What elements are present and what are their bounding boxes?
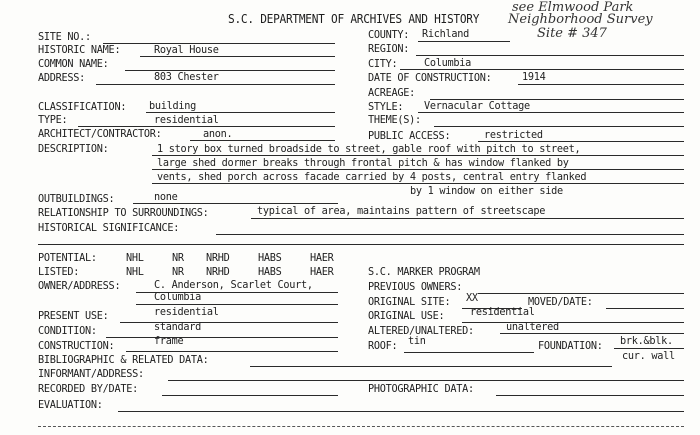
potential-nrhd: NRHD: [206, 251, 230, 264]
original-use-value: residential: [470, 305, 535, 318]
potential-nhl: NHL: [126, 251, 144, 264]
moved-date-label: MOVED/DATE:: [528, 295, 593, 308]
description-line-1: 1 story box turned broadside to street, gable roof with pitch to street,: [157, 142, 581, 155]
roof-label: ROOF:: [368, 339, 398, 352]
potential-nr: NR: [172, 251, 184, 264]
historic-name-label: HISTORIC NAME:: [38, 43, 121, 56]
outbuildings-label: OUTBUILDINGS:: [38, 192, 115, 205]
address-label: ADDRESS:: [38, 71, 86, 84]
site-no-label: SITE NO.:: [38, 30, 91, 43]
address-line: [96, 84, 335, 85]
potential-habs: HABS: [258, 251, 282, 264]
style-line: [418, 112, 684, 113]
listed-haer: HAER: [310, 265, 334, 278]
present-use-value: residential: [154, 305, 219, 318]
previous-owners-label: PREVIOUS OWNERS:: [368, 280, 463, 293]
marker-program-label: S.C. MARKER PROGRAM: [368, 265, 480, 278]
construction-label: CONSTRUCTION:: [38, 339, 115, 352]
address-value: 803 Chester: [154, 70, 219, 83]
theme-line: [434, 126, 684, 127]
city-label: CITY:: [368, 57, 398, 70]
city-value: Columbia: [424, 56, 472, 69]
bottom-rule: [38, 426, 684, 427]
common-name-label: COMMON NAME:: [38, 57, 109, 70]
county-line: [418, 41, 510, 42]
relationship-label: RELATIONSHIP TO SURROUNDINGS:: [38, 206, 209, 219]
construction-line: [126, 351, 338, 352]
listed-nr: NR: [172, 265, 184, 278]
potential-label: POTENTIAL:: [38, 251, 97, 264]
description-label: DESCRIPTION:: [38, 142, 109, 155]
type-label: TYPE:: [38, 113, 68, 126]
style-label: STYLE:: [368, 100, 404, 113]
public-access-label: PUBLIC ACCESS:: [368, 129, 451, 142]
condition-label: CONDITION:: [38, 324, 97, 337]
architect-value: anon.: [203, 127, 233, 140]
present-use-label: PRESENT USE:: [38, 309, 109, 322]
classification-label: CLASSIFICATION:: [38, 100, 127, 113]
section-divider: [38, 244, 684, 245]
acreage-label: ACREAGE:: [368, 86, 416, 99]
photographic-line: [496, 395, 684, 396]
owner-address-label: OWNER/ADDRESS:: [38, 279, 121, 292]
original-use-line: [462, 322, 684, 323]
original-site-label: ORIGINAL SITE:: [368, 295, 451, 308]
classification-value: building: [149, 99, 197, 112]
type-value: residential: [154, 113, 219, 126]
historic-name-line: [140, 56, 335, 57]
moved-date-line: [606, 308, 684, 309]
historic-name-value: Royal House: [154, 43, 219, 56]
date-of-construction-label: DATE OF CONSTRUCTION:: [368, 71, 492, 84]
condition-line: [106, 337, 338, 338]
form-title: S.C. DEPARTMENT OF ARCHIVES AND HISTORY: [228, 12, 480, 26]
listed-nrhd: NRHD: [206, 265, 230, 278]
foundation-value-1: brk.&blk.: [620, 334, 673, 347]
bibliographic-line: [250, 366, 612, 367]
region-label: REGION:: [368, 42, 410, 55]
architect-label: ARCHITECT/CONTRACTOR:: [38, 127, 162, 140]
county-value: Richland: [422, 27, 470, 40]
foundation-label: FOUNDATION:: [538, 339, 603, 352]
informant-line: [168, 380, 684, 381]
architect-line: [190, 140, 335, 141]
construction-value: frame: [154, 334, 184, 347]
historical-significance-line: [216, 234, 684, 235]
roof-value: tin: [408, 334, 426, 347]
original-use-label: ORIGINAL USE:: [368, 309, 445, 322]
listed-nhl: NHL: [126, 265, 144, 278]
listed-label: LISTED:: [38, 265, 80, 278]
description-line-3: vents, shed porch across facade carried by 4 posts, central entry flanked: [157, 170, 587, 183]
listed-habs: HABS: [258, 265, 282, 278]
description-line-4: by 1 window on either side: [410, 184, 563, 197]
handwritten-site-number: Site # 347: [537, 26, 607, 41]
previous-owners-line: [478, 293, 684, 294]
site-no-line: [103, 43, 335, 44]
style-value: Vernacular Cottage: [424, 99, 530, 112]
evaluation-line: [118, 411, 684, 412]
evaluation-label: EVALUATION:: [38, 398, 103, 411]
description-line-2: large shed dormer breaks through frontal pitch & has window flanked by: [157, 156, 569, 169]
theme-label: THEME(S):: [368, 113, 421, 126]
altered-value: unaltered: [506, 320, 559, 333]
public-access-value: restricted: [484, 128, 543, 141]
date-of-construction-value: 1914: [522, 70, 546, 83]
bibliographic-label: BIBLIOGRAPHIC & RELATED DATA:: [38, 353, 209, 366]
recorded-by-label: RECORDED BY/DATE:: [38, 382, 138, 395]
historical-significance-label: HISTORICAL SIGNIFICANCE:: [38, 221, 180, 234]
recorded-by-line: [162, 395, 338, 396]
photographic-label: PHOTOGRAPHIC DATA:: [368, 382, 474, 395]
relationship-line: [251, 218, 684, 219]
present-use-line: [120, 322, 338, 323]
condition-value: standard: [154, 320, 202, 333]
original-site-value: XX: [466, 291, 478, 304]
relationship-value: typical of area, maintains pattern of streetscape: [257, 204, 546, 217]
informant-label: INFORMANT/ADDRESS:: [38, 367, 144, 380]
handwritten-note-line1: see Elmwood Park: [512, 0, 634, 15]
altered-label: ALTERED/UNALTERED:: [368, 324, 474, 337]
outbuildings-value: none: [154, 190, 178, 203]
date-line: [518, 84, 684, 85]
handwritten-note-line2: Neighborhood Survey: [508, 12, 653, 27]
roof-line: [404, 352, 534, 353]
foundation-value-2: cur. wall: [622, 349, 675, 362]
county-label: COUNTY:: [368, 28, 410, 41]
potential-haer: HAER: [310, 251, 334, 264]
owner-address-line-1: C. Anderson, Scarlet Court,: [154, 278, 313, 291]
owner-address-line-2: Columbia: [154, 290, 202, 303]
